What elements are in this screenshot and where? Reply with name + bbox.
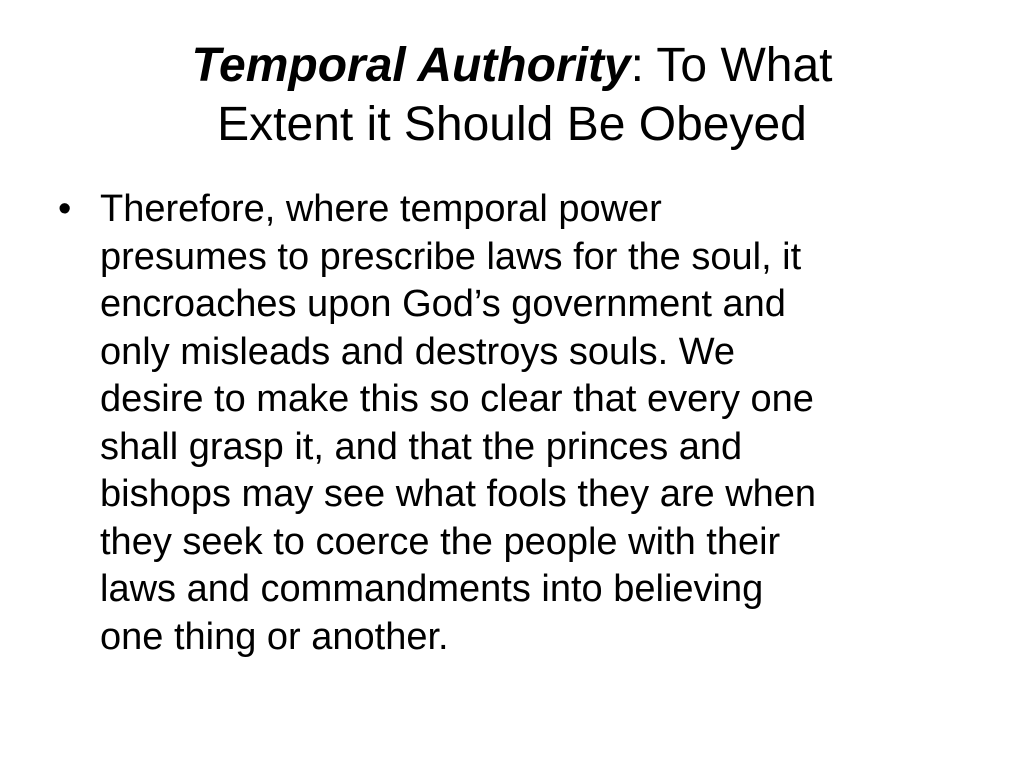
- bullet-text: Therefore, where temporal power presumes to prescribe laws for the soul, it encroaches upon God’s government and only misleads and destroys souls. We desire to make this so clear that every one shall grasp it, and that the princes and bishops may see what fools they are when they seek to coerce the people with their laws and commandments into believing one thing or another.: [100, 188, 817, 658]
- bullet-item: [58, 186, 978, 661]
- title-emphasis: Temporal Authority: [191, 39, 631, 92]
- title-rest: : To What Extent it Should Be Obeyed: [217, 39, 833, 151]
- slide-title: [60, 36, 964, 154]
- bullet-point-icon: •: [58, 188, 72, 230]
- bullet-list: [58, 186, 978, 661]
